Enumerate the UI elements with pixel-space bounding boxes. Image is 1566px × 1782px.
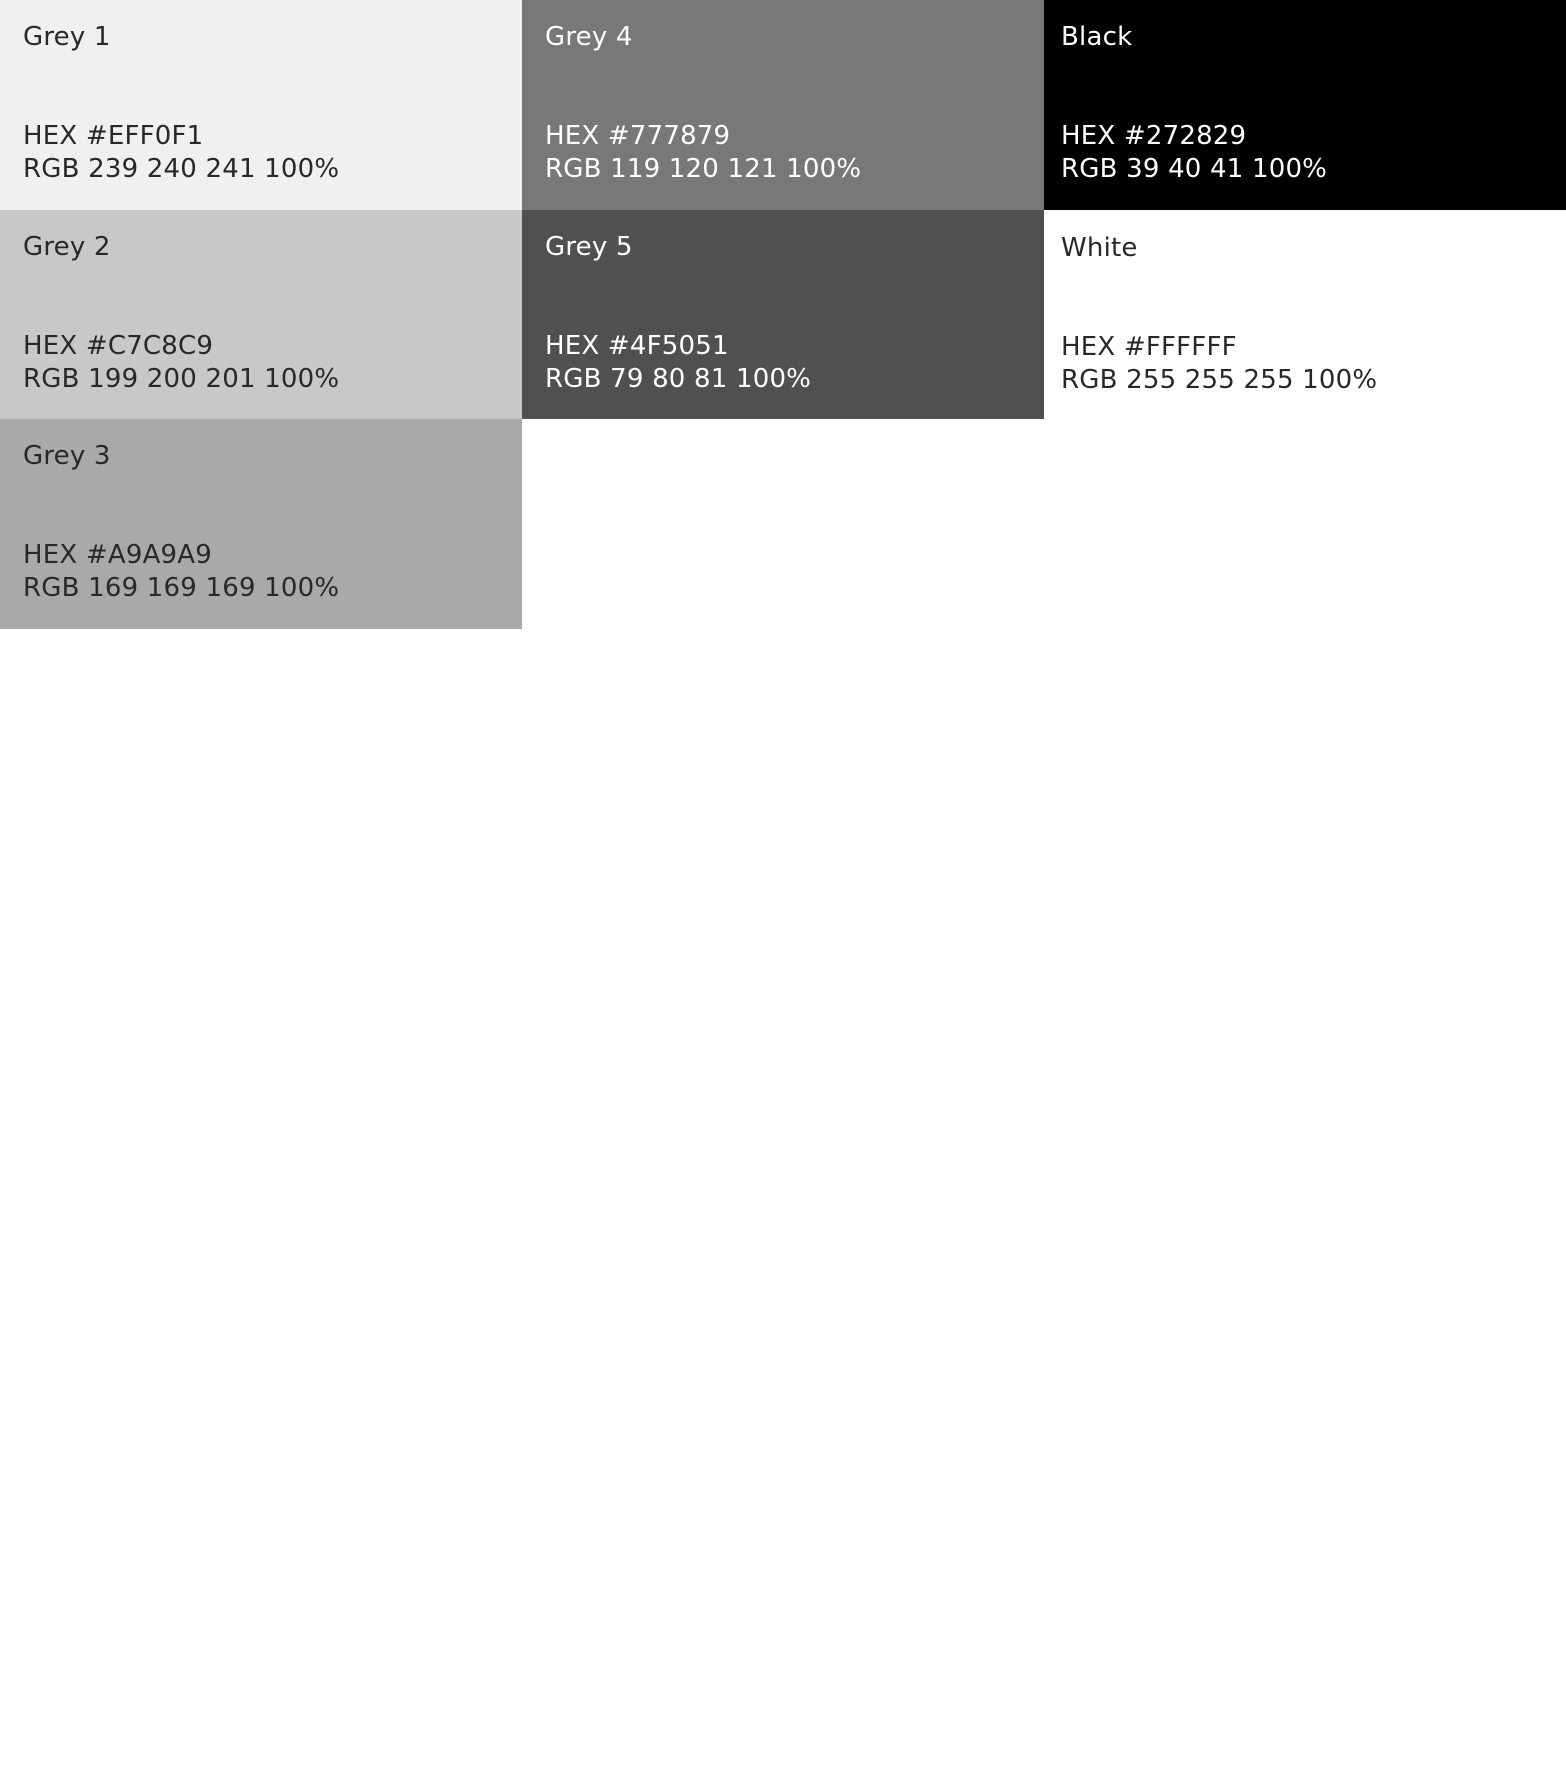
swatch-hex: HEX #777879 [545, 121, 731, 151]
swatch-grey-3 [0, 419, 522, 629]
swatch-rgb: RGB 39 40 41 100% [1061, 154, 1328, 184]
swatch-black [1044, 0, 1566, 210]
swatch-name: Grey 4 [545, 22, 633, 52]
swatch-name: Grey 3 [23, 441, 111, 471]
swatch-name: White [1061, 233, 1138, 263]
swatch-grey-4 [522, 0, 1044, 210]
swatch-rgb: RGB 79 80 81 100% [545, 364, 812, 394]
swatch-white [1044, 210, 1566, 419]
swatch-hex: HEX #4F5051 [545, 331, 729, 361]
swatch-name: Grey 1 [23, 22, 111, 52]
swatch-rgb: RGB 239 240 241 100% [23, 154, 340, 184]
swatch-rgb: RGB 119 120 121 100% [545, 154, 862, 184]
swatch-hex: HEX #A9A9A9 [23, 540, 213, 570]
swatch-hex: HEX #C7C8C9 [23, 331, 214, 361]
swatch-grey-2 [0, 210, 522, 419]
swatch-name: Grey 5 [545, 232, 633, 262]
swatch-hex: HEX #272829 [1061, 121, 1247, 151]
swatch-hex: HEX #FFFFFF [1061, 332, 1237, 362]
swatch-grey-5 [522, 210, 1044, 419]
swatch-name: Black [1061, 22, 1133, 52]
swatch-grey-1 [0, 0, 522, 210]
swatch-rgb: RGB 255 255 255 100% [1061, 365, 1378, 395]
swatch-rgb: RGB 169 169 169 100% [23, 573, 340, 603]
swatch-hex: HEX #EFF0F1 [23, 121, 204, 151]
swatch-name: Grey 2 [23, 232, 111, 262]
swatch-rgb: RGB 199 200 201 100% [23, 364, 340, 394]
